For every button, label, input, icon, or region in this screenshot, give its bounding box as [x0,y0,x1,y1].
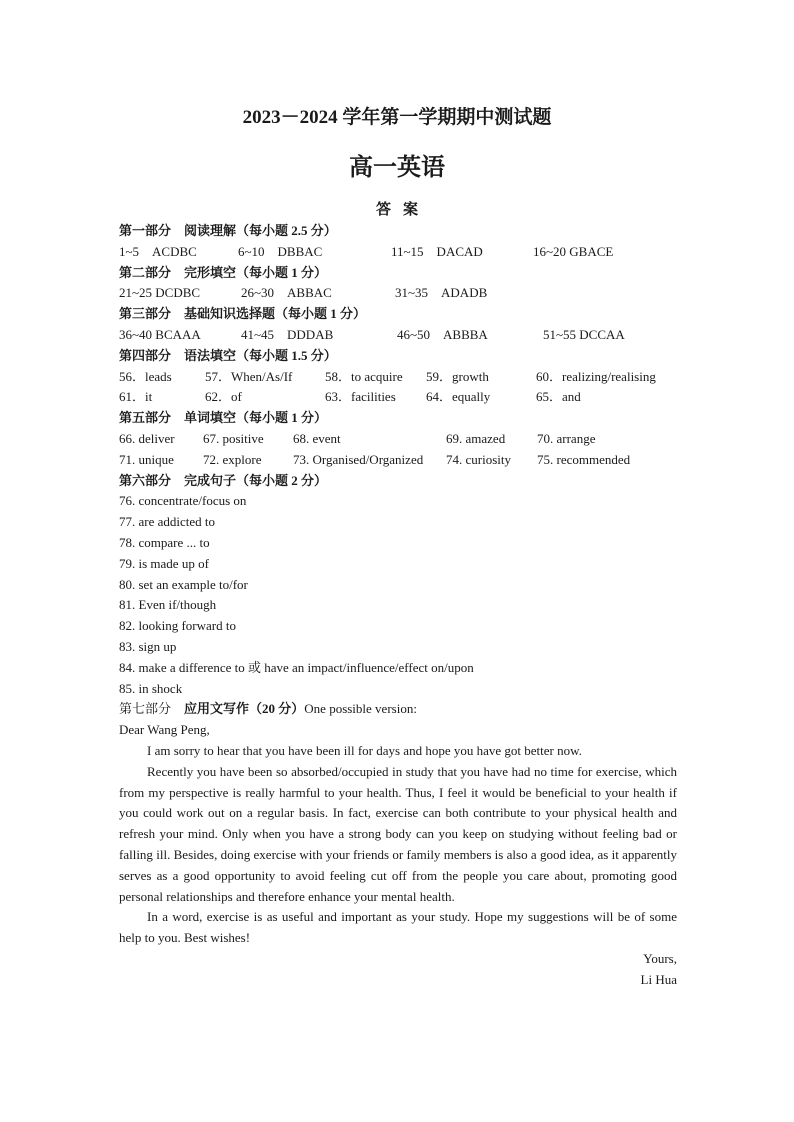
answer-group: 36~40 BCAAA [119,326,201,342]
sentence-answer: 80. set an example to/for [119,576,248,592]
answer-item: 58．to acquire [325,368,403,384]
answer-item: 70. arrange [537,430,596,446]
part4-row1 [119,367,677,388]
answer-item: 63．facilities [325,389,396,405]
letter-paragraph: In a word, exercise is as useful and important as your study. Hope my suggestions will be of some help to you. Best wishes! [119,909,677,946]
answer-group: 31~35 ADADB [395,285,488,301]
answer-item: 73. Organised/Organized [293,451,424,467]
answer-item: 60．realizing/realising [536,368,656,384]
part1-heading: 第一部分 阅读理解（每小题 2.5 分） [119,223,337,238]
part4-heading: 第四部分 语法填空（每小题 1.5 分） [119,347,337,363]
answer-item: 72. explore [203,451,262,467]
answer-content [119,221,677,990]
answer-group: 41~45 DDDAB [241,326,334,342]
sentence-answer: 84. make a difference to 或 have an impact/influence/effect on/upon [119,659,474,675]
part2-answers [119,283,677,304]
sentence-answer: 83. sign up [119,638,177,654]
part7-heading-tail: One possible version: [304,701,417,717]
part3-heading: 第三部分 基础知识选择题（每小题 1 分） [119,306,367,322]
answer-item: 56．leads [119,368,172,384]
answer-item: 75. recommended [537,451,631,467]
answer-item: 69. amazed [446,430,506,446]
answer-item: 65．and [536,389,581,405]
answer-heading: 答案 [375,202,430,218]
part5-heading: 第五部分 单词填空（每小题 1 分） [119,410,328,426]
exam-subject: 高一英语 [349,155,445,181]
answer-group: 16~20 GBACE [533,243,614,259]
answer-item: 68. event [293,430,341,446]
letter-greeting: Dear Wang Peng, [119,722,210,738]
answer-group: 46~50 ABBBA [397,326,488,342]
part6-heading: 第六部分 完成句子（每小题 2 分） [119,472,328,488]
part7-heading-title: 应用文写作（20 分） [184,701,305,717]
letter-signature: Li Hua [640,971,677,987]
answer-item: 59．growth [426,368,489,384]
sentence-answer: 79. is made up of [119,555,209,571]
answer-item: 64．equally [426,389,491,405]
sentence-answer: 85. in shock [119,680,183,696]
part7-heading [119,699,677,720]
answer-group: 51~55 DCCAA [543,326,625,342]
answer-item: 66. deliver [119,430,175,446]
part5-row1 [119,429,677,450]
answer-item: 62．of [205,389,242,405]
letter-paragraph: Recently you have been so absorbed/occupied in study that you have had no time for exercise, which from my perspective is really harmful to your health. Thus, I feel it would be beneficial to your health if you could work out on a regular basis. In fact, exercise can both contribute to your physical health and refresh your mind. Only when you have a strong body can you keep on studying without feeling bad or falling ill. Besides, doing exercise with your friends or family members is also a good idea, as it apparently serves as a good opportunity to avoid feeling cut off from the people you care about, promoting good personal relationships and therefore enhance your mental health. [119,763,677,904]
letter-closing: Yours, [643,950,677,966]
part2-heading: 第二部分 完形填空（每小题 1 分） [119,264,328,280]
answer-item: 74. curiosity [446,451,511,467]
sentence-answer: 76. concentrate/focus on [119,493,247,509]
part5-row2 [119,450,677,471]
sentence-answer: 82. looking forward to [119,618,236,634]
letter-paragraph: I am sorry to hear that you have been ill for days and hope you have got better now. [147,742,582,758]
answer-group: 11~15 DACAD [391,243,483,259]
part7-heading-label: 第七部分 [119,701,185,717]
answer-item: 57．When/As/If [205,368,293,384]
sentence-answer: 81. Even if/though [119,597,217,613]
answer-item: 71. unique [119,451,174,467]
sentence-answer: 77. are addicted to [119,514,216,530]
part1-answers [119,242,677,263]
answer-item: 61．it [119,389,153,405]
answer-group: 1~5 ACDBC [119,243,197,259]
answer-group: 26~30 ABBAC [241,285,332,301]
exam-title: 2023－2024 学年第一学期期中测试题 [242,107,552,128]
answer-group: 21~25 DCDBC [119,285,201,301]
part4-row2 [119,387,677,408]
sentence-answer: 78. compare ... to [119,534,210,550]
answer-item: 67. positive [203,430,264,446]
answer-group: 6~10 DBBAC [238,243,323,259]
part3-answers [119,325,677,346]
